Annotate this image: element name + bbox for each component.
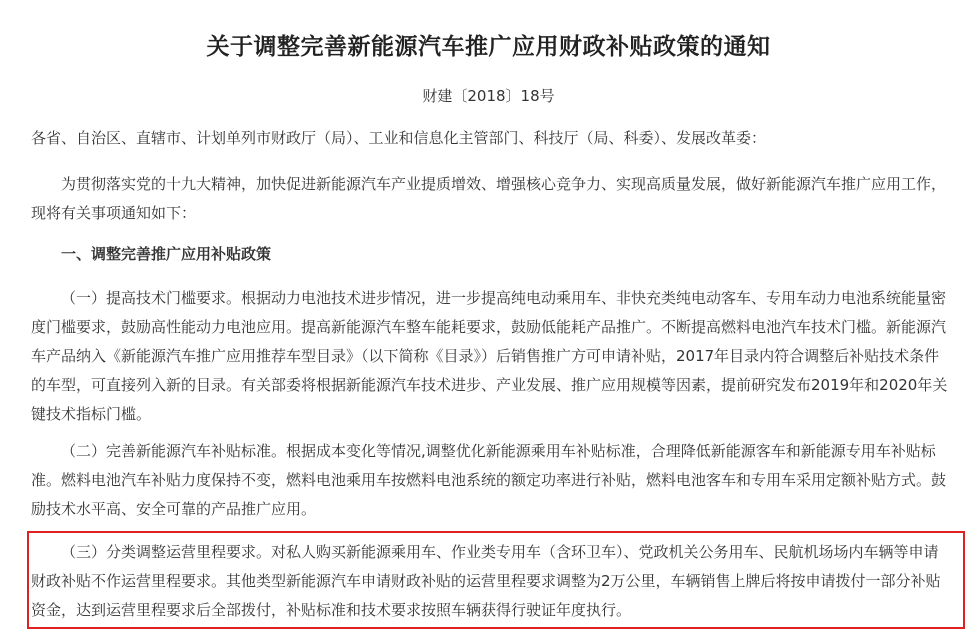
recipients-line: 各省、自治区、直辖市、计划单列市财政厅（局）、工业和信息化主管部门、科技厅（局、科委）、发展改革委： [31, 129, 767, 147]
item-1-paragraph: （一）提高技术门槛要求。根据动力电池技术进步情况，进一步提高纯电动乘用车、非快充类纯电动客车、专用车动力电池系统能量密度门槛要求，鼓励高性能动力电池应用。提高新能源汽车整车能耗要求，鼓励低能耗产品推广。不断提高燃料电池汽车技术门槛。新能源汽车产品纳入《新能源汽车推广应用推荐车型目录》（以下简称《目录》）后销售推广方可申请补贴，2017年目录内符合调整后补贴技术条件的车型，可直接列入新的目录。有关部委将根据新能源汽车技术进步、产业发展、推广应用规模等因素，提前研究发布2019年和2020年关键技术指标门槛。 [31, 289, 948, 423]
document-title: 关于调整完善新能源汽车推广应用财政补贴政策的通知 [206, 33, 771, 60]
item-2-paragraph: （二）完善新能源汽车补贴标准。根据成本变化等情况,调整优化新能源乘用车补贴标准，合理降低新能源客车和新能源专用车补贴标准。燃料电池汽车补贴力度保持不变，燃料电池乘用车按燃料电池系统的额定功率进行补贴，燃料电池客车和专用车采用定额补贴方式。鼓励技术水平高、安全可靠的产品推广应用。 [31, 442, 947, 518]
document-number: 财建〔2018〕18号 [422, 87, 555, 105]
item-3-paragraph: （三）分类调整运营里程要求。对私人购买新能源乘用车、作业类专用车（含环卫车）、党政机关公务用车、民航机场场内车辆等申请财政补贴不作运营里程要求。其他类型新能源汽车申请财政补贴的运营里程要求调整为2万公里，车辆销售上牌后将按申请拨付一部分补贴资金，达到运营里程要求后全部拨付，补贴标准和技术要求按照车辆获得行驶证年度执行。 [31, 543, 941, 619]
intro-paragraph: 为贯彻落实党的十九大精神，加快促进新能源汽车产业提质增效、增强核心竞争力、实现高质量发展，做好新能源汽车推广应用工作，现将有关事项通知如下： [31, 175, 947, 222]
section-heading: 一、调整完善推广应用补贴政策 [61, 245, 272, 263]
